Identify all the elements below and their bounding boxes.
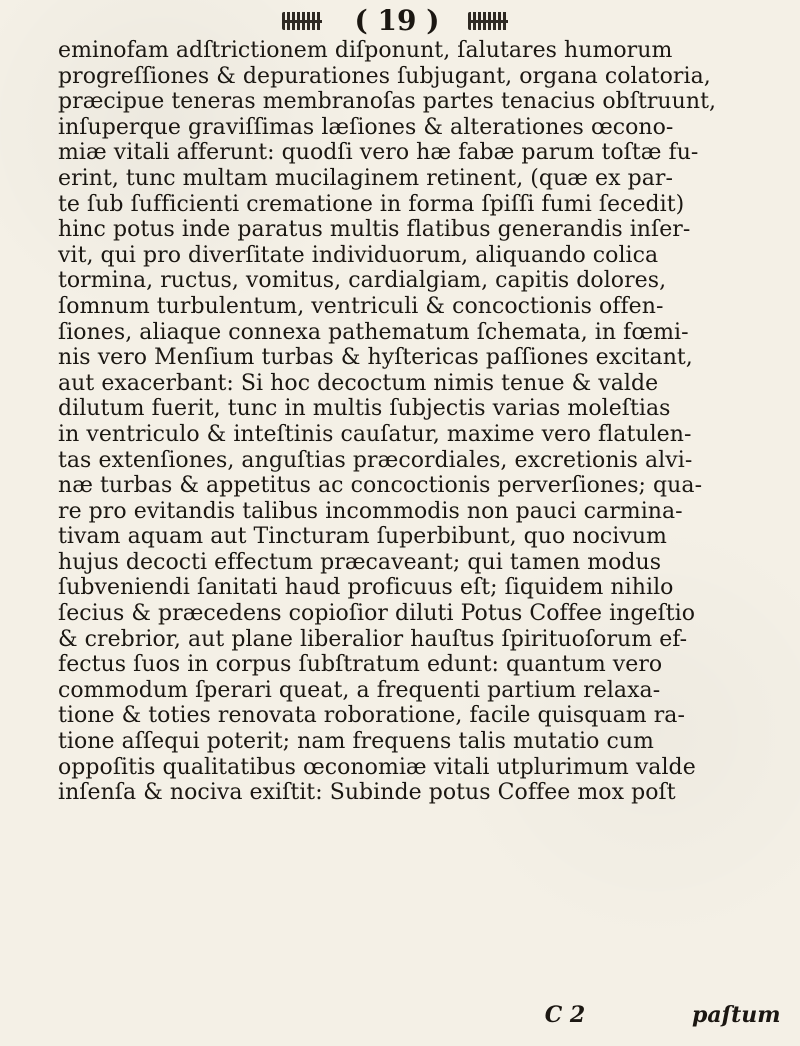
text-line-5: miæ vitali afferunt: quodſi vero hæ fabæ parum toſtæ fu- — [58, 140, 699, 166]
text-line-18: næ turbas & appetitus ac concoctionis perverſiones; qua- — [58, 473, 703, 499]
text-line-27: tione & toties renovata roboratione, facile quisquam ra- — [58, 703, 685, 729]
text-line-25: fectus ſuos in corpus ſubſtratum edunt: quantum vero — [58, 652, 663, 678]
signature-mark: C 2 — [544, 1002, 586, 1028]
text-line-6: erint, tunc multam mucilaginem retinent, (quæ ex par- — [58, 165, 673, 191]
text-line-29: oppoſitis qualitatibus œconomiæ vitali utplurimum valde — [58, 754, 696, 780]
text-line-1: eminofam adſtrictionem diſponunt, ſalutares humorum — [58, 38, 673, 63]
text-line-24: & crebrior, aut plane liberalior hauſtus ſpirituoſorum ef- — [58, 626, 688, 652]
text-line-7: te ſub ſufficienti crematione in forma ſpiſſi fumi ſecedit) — [58, 191, 685, 217]
right-ornament-icon — [468, 12, 508, 30]
text-line-3: præcipue teneras membranoſas partes tenacius obſtruunt, — [58, 89, 717, 115]
latin-text-block — [58, 38, 772, 806]
text-line-12: ſiones, aliaque connexa pathematum ſchemata, in fœmi- — [58, 319, 689, 345]
text-line-17: tas extenſiones, anguſtias præcordiales, excretionis alvi- — [58, 447, 693, 473]
text-line-8: hinc potus inde paratus multis flatibus generandis inſer- — [58, 217, 691, 243]
page-header — [0, 6, 800, 40]
text-line-14: aut exacerbant: Si hoc decoctum nimis tenue & valde — [58, 370, 659, 396]
text-line-23: ſecius & præcedens copioſior diluti Potus Coffee ingeſtio — [58, 601, 696, 627]
text-line-20: tivam aquam aut Tincturam ſuperbibunt, quo nocivum — [58, 524, 667, 550]
text-line-22: ſubveniendi ſanitati haud proficuus eſt; ſiquidem nihilo — [58, 575, 674, 601]
catchword: paſtum — [692, 1002, 781, 1028]
left-ornament-icon — [282, 12, 322, 30]
text-line-2: progreſſiones & depurationes ſubjugant, organa colatoria, — [58, 63, 711, 89]
text-line-10: tormina, ructus, vomitus, cardialgiam, capitis dolores, — [58, 268, 667, 294]
text-line-15: dilutum fuerit, tunc in multis ſubjectis varias moleſtias — [58, 396, 671, 422]
text-line-16: in ventriculo & inteſtinis cauſatur, maxime vero flatulen- — [58, 421, 692, 447]
page-number: ( 19 ) — [354, 4, 440, 37]
text-line-9: vit, qui pro diverſitate individuorum, aliquando colica — [58, 242, 659, 268]
text-line-4: inſuperque graviſſimas læſiones & alterationes œcono- — [58, 114, 674, 140]
text-line-13: nis vero Menſium turbas & hyſtericas paſſiones excitant, — [58, 345, 693, 371]
text-line-28: tione aſſequi poterit; nam frequens talis mutatio cum — [58, 729, 654, 755]
text-line-30: inſenſa & nociva exiſtit: Subinde potus Coffee mox poſt — [58, 780, 676, 806]
text-line-26: commodum ſperari queat, a frequenti partium relaxa- — [58, 677, 661, 703]
text-line-19: re pro evitandis talibus incommodis non pauci carmina- — [58, 498, 683, 524]
text-line-21: hujus decocti effectum præcaveant; qui tamen modus — [58, 549, 662, 575]
text-line-11: ſomnum turbulentum, ventriculi & concoctionis offen- — [58, 293, 664, 319]
